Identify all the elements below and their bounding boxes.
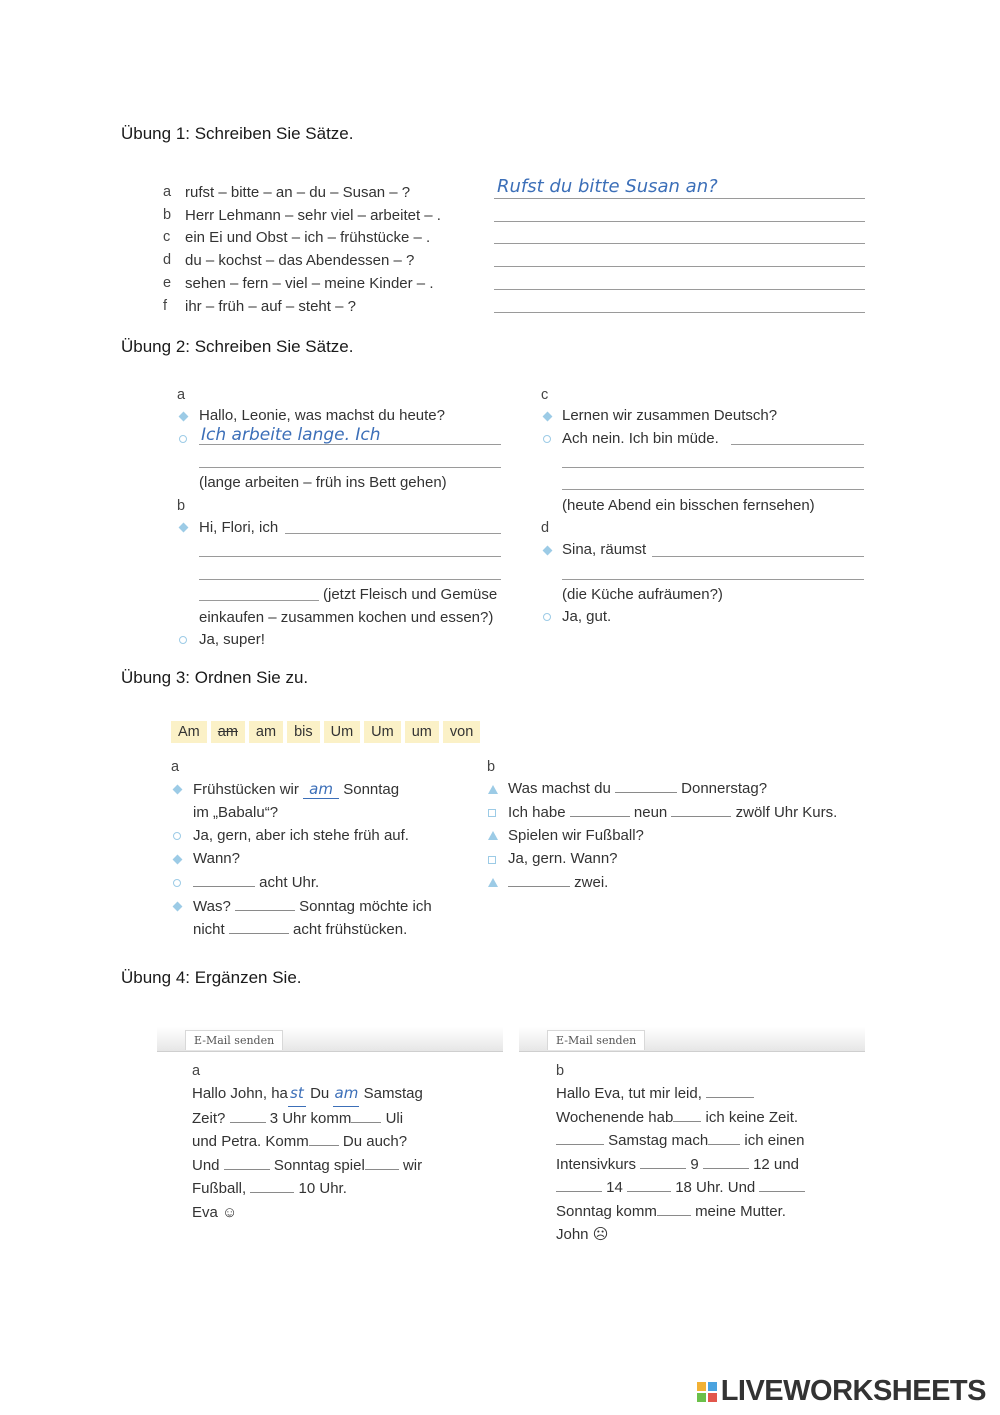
ex3-a-line1: Frühstücken wir am Sonntag bbox=[193, 780, 400, 798]
blank[interactable] bbox=[224, 1157, 270, 1170]
blank[interactable] bbox=[351, 1110, 381, 1123]
heading-ex3: Übung 3: Ordnen Sie zu. bbox=[121, 668, 309, 687]
triangle-bullet-icon bbox=[488, 785, 498, 794]
ex2-a-question: Hallo, Leonie, was machst du heute? bbox=[199, 407, 445, 424]
triangle-bullet-icon bbox=[488, 878, 498, 887]
answer-line[interactable] bbox=[494, 289, 865, 290]
heading-ex2: Übung 2: Schreiben Sie Sätze. bbox=[121, 337, 354, 356]
email-send-tab[interactable]: E-Mail senden bbox=[185, 1030, 283, 1050]
answer-line[interactable] bbox=[494, 312, 865, 313]
blank[interactable] bbox=[570, 804, 630, 817]
answer-line[interactable] bbox=[199, 444, 501, 445]
blank[interactable] bbox=[365, 1157, 399, 1170]
circle-bullet-icon bbox=[173, 879, 181, 887]
ex1-item-letter: d bbox=[163, 252, 172, 268]
blank[interactable] bbox=[556, 1179, 602, 1192]
heading-ex1: Übung 1: Schreiben Sie Sätze. bbox=[121, 124, 354, 143]
ex1-item-prompt: rufst – bitte – an – du – Susan – ? bbox=[185, 184, 411, 201]
ex2-b-hint2: einkaufen – zusammen kochen und essen?) bbox=[199, 609, 494, 626]
blank[interactable] bbox=[556, 1132, 604, 1145]
ex2-b-question: Hi, Flori, ich bbox=[199, 519, 279, 536]
diamond-bullet-icon bbox=[543, 546, 553, 556]
logo-grid-icon bbox=[697, 1382, 717, 1402]
blank[interactable] bbox=[640, 1156, 686, 1169]
square-bullet-icon bbox=[488, 809, 496, 817]
ex2-c-letter: c bbox=[541, 387, 549, 403]
ex3-b-line4: Ja, gern. Wann? bbox=[508, 850, 618, 867]
ex3-a-line7: nicht acht frühstücken. bbox=[193, 921, 408, 938]
blank[interactable] bbox=[673, 1109, 701, 1122]
ex3-a-line4: Wann? bbox=[193, 850, 240, 867]
blank[interactable] bbox=[706, 1085, 754, 1098]
answer-line[interactable] bbox=[562, 489, 864, 490]
blank[interactable] bbox=[657, 1203, 691, 1216]
diamond-bullet-icon bbox=[543, 412, 553, 422]
answer-line[interactable] bbox=[494, 221, 865, 222]
circle-bullet-icon bbox=[543, 435, 551, 443]
ex2-a-answer[interactable]: Ich arbeite lange. Ich bbox=[201, 425, 381, 445]
ex4-a-fill1[interactable]: st bbox=[288, 1082, 306, 1107]
word-bank-item[interactable]: Am bbox=[171, 721, 207, 743]
ex3-a-line3: Ja, gern, aber ich stehe früh auf. bbox=[193, 827, 409, 844]
ex1-item-letter: e bbox=[163, 275, 172, 291]
ex2-c-answer: Ach nein. Ich bin müde. bbox=[562, 430, 719, 447]
ex1-item-letter: a bbox=[163, 184, 172, 200]
blank[interactable] bbox=[708, 1132, 740, 1145]
ex3-a-line5: acht Uhr. bbox=[193, 874, 319, 891]
ex3-a-letter: a bbox=[171, 759, 180, 775]
circle-bullet-icon bbox=[179, 636, 187, 644]
ex2-b-hint1: (jetzt Fleisch und Gemüse bbox=[323, 586, 498, 603]
blank[interactable] bbox=[230, 1110, 266, 1123]
blank[interactable] bbox=[627, 1179, 671, 1192]
blank[interactable] bbox=[309, 1133, 339, 1146]
word-bank-item[interactable]: von bbox=[443, 721, 480, 743]
ex3-a-fill[interactable]: am bbox=[303, 780, 339, 799]
logo-text: LIVEWORKSHEETS bbox=[720, 1375, 986, 1407]
ex1-item-prompt: du – kochst – das Abendessen – ? bbox=[185, 252, 415, 269]
ex3-b-line1: Was machst du Donnerstag? bbox=[508, 780, 768, 797]
ex2-d-letter: d bbox=[541, 520, 550, 536]
diamond-bullet-icon bbox=[173, 902, 183, 912]
answer-line[interactable] bbox=[199, 556, 501, 557]
answer-line[interactable] bbox=[285, 533, 501, 534]
ex2-a-hint: (lange arbeiten – früh ins Bett gehen) bbox=[199, 474, 447, 491]
word-bank bbox=[171, 721, 484, 743]
word-bank-item[interactable]: bis bbox=[287, 721, 320, 743]
ex1-item-prompt: Herr Lehmann – sehr viel – arbeitet – . bbox=[185, 207, 441, 224]
diamond-bullet-icon bbox=[173, 785, 183, 795]
ex1-item-prompt: ihr – früh – auf – steht – ? bbox=[185, 298, 356, 315]
blank[interactable] bbox=[193, 874, 255, 887]
heading-ex4: Übung 4: Ergänzen Sie. bbox=[121, 968, 302, 987]
ex2-d-reply: Ja, gut. bbox=[562, 608, 612, 625]
blank[interactable] bbox=[759, 1179, 805, 1192]
ex2-c-question: Lernen wir zusammen Deutsch? bbox=[562, 407, 778, 424]
ex3-a-line6: Was? Sonntag möchte ich bbox=[193, 898, 432, 915]
email-header-b bbox=[519, 1027, 865, 1052]
answer-line[interactable] bbox=[562, 579, 864, 580]
answer-line[interactable] bbox=[199, 579, 501, 580]
word-bank-item[interactable]: am bbox=[249, 721, 283, 743]
ex1-item-prompt: sehen – fern – viel – meine Kinder – . bbox=[185, 275, 434, 292]
triangle-bullet-icon bbox=[488, 831, 498, 840]
square-bullet-icon bbox=[488, 856, 496, 864]
answer-line[interactable] bbox=[494, 198, 865, 199]
circle-bullet-icon bbox=[543, 613, 551, 621]
ex2-c-hint: (heute Abend ein bisschen fernsehen) bbox=[562, 497, 815, 514]
answer-line[interactable] bbox=[731, 444, 864, 445]
ex1-item-letter: f bbox=[163, 298, 168, 314]
answer-line[interactable] bbox=[562, 467, 864, 468]
liveworksheets-logo bbox=[697, 1375, 986, 1408]
ex1-item-answer[interactable]: Rufst du bitte Susan an? bbox=[497, 176, 718, 197]
answer-line[interactable] bbox=[494, 266, 865, 267]
email-header-a bbox=[157, 1027, 503, 1052]
ex2-b-letter: b bbox=[177, 498, 186, 514]
blank[interactable] bbox=[508, 874, 570, 887]
ex3-b-line5: zwei. bbox=[508, 874, 608, 891]
blank[interactable] bbox=[229, 921, 289, 934]
ex2-d-question: Sina, räumst bbox=[562, 541, 647, 558]
diamond-bullet-icon bbox=[173, 855, 183, 865]
circle-bullet-icon bbox=[173, 832, 181, 840]
ex1-item-prompt: ein Ei und Obst – ich – frühstücke – . bbox=[185, 229, 431, 246]
blank[interactable] bbox=[671, 804, 731, 817]
word-bank-item[interactable]: Um bbox=[324, 721, 361, 743]
diamond-bullet-icon bbox=[179, 412, 189, 422]
blank[interactable] bbox=[615, 780, 677, 793]
ex4-a-letter: a bbox=[192, 1063, 201, 1079]
word-bank-item[interactable]: Um bbox=[364, 721, 401, 743]
answer-line[interactable] bbox=[199, 600, 319, 601]
blank[interactable] bbox=[250, 1180, 294, 1193]
word-bank-item[interactable]: um bbox=[405, 721, 439, 743]
answer-line[interactable] bbox=[199, 467, 501, 468]
blank[interactable] bbox=[703, 1156, 749, 1169]
email-body-b: Hallo Eva, tut mir leid, Wochenende hab ich keine Zeit. Samstag mach ich einen Intensivkurs 9 12 und 14 18 Uhr. Und Sonntag komm meine Mutter. John ☹ bbox=[556, 1085, 805, 1243]
ex2-d-hint: (die Küche aufräumen?) bbox=[562, 586, 723, 603]
diamond-bullet-icon bbox=[179, 523, 189, 533]
answer-line[interactable] bbox=[494, 243, 865, 244]
ex4-a-fill2[interactable]: am bbox=[333, 1082, 359, 1107]
ex2-a-letter: a bbox=[177, 387, 186, 403]
blank[interactable] bbox=[235, 898, 295, 911]
answer-line[interactable] bbox=[652, 556, 864, 557]
ex4-b-letter: b bbox=[556, 1063, 565, 1079]
circle-bullet-icon bbox=[179, 435, 187, 443]
email-send-tab[interactable]: E-Mail senden bbox=[547, 1030, 645, 1050]
ex1-item-letter: b bbox=[163, 207, 172, 223]
ex3-b-letter: b bbox=[487, 759, 496, 775]
ex2-b-reply: Ja, super! bbox=[199, 631, 265, 648]
ex3-b-line2: Ich habe neun zwölf Uhr Kurs. bbox=[508, 804, 838, 821]
ex1-item-letter: c bbox=[163, 229, 171, 245]
ex3-b-line3: Spielen wir Fußball? bbox=[508, 827, 644, 844]
ex3-a-line2: im „Babalu“? bbox=[193, 804, 279, 821]
word-bank-item-used: am bbox=[211, 721, 245, 743]
email-body-a: Hallo John, ha st Du am Samstag Zeit? 3 Uhr komm Uli und Petra. Komm Du auch? Und Sonntag spiel wir Fußball, 10 Uhr. Eva ☺ bbox=[192, 1084, 423, 1221]
